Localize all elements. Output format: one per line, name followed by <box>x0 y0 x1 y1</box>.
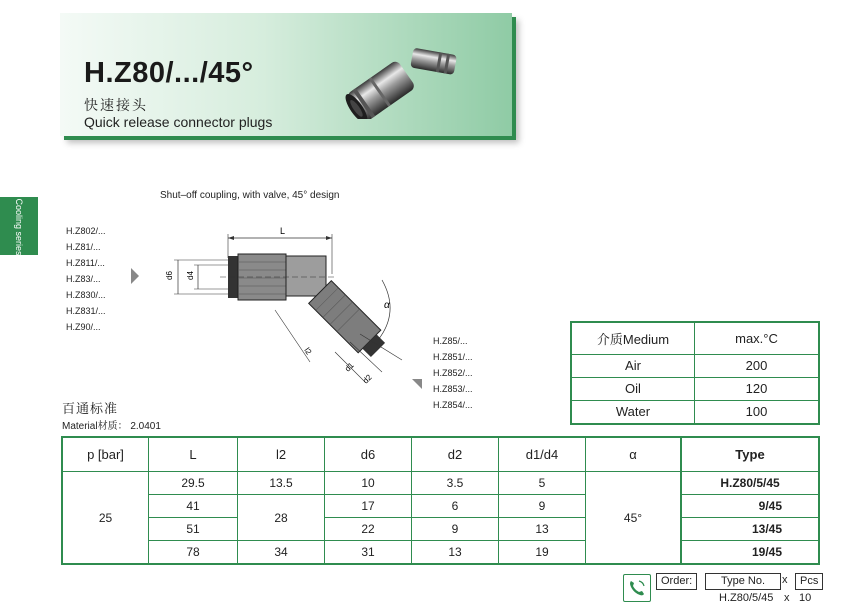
order-label: Order: <box>656 573 697 590</box>
d2-cell: 3.5 <box>412 472 499 495</box>
medium-cell: Oil <box>571 377 695 400</box>
angle-cell: 45° <box>586 472 682 565</box>
left-model-item: H.Z831/... <box>66 306 106 316</box>
order-example-qty: 10 <box>799 592 812 604</box>
dim-alpha: α <box>384 300 390 311</box>
page-title: H.Z80/.../45° <box>84 57 254 89</box>
dim-l2: l2 <box>302 345 314 357</box>
l2-cell: 28 <box>238 495 325 541</box>
side-tab-label: Cooling series <box>14 198 24 256</box>
l2-cell: 13.5 <box>238 472 325 495</box>
col-header: d2 <box>412 437 499 472</box>
product-photo <box>332 29 472 119</box>
d2-cell: 9 <box>412 518 499 541</box>
d1d4-cell: 19 <box>499 541 586 565</box>
technical-drawing <box>120 222 440 392</box>
left-model-item: H.Z811/... <box>66 258 105 268</box>
order-times: x <box>782 574 788 586</box>
header-card <box>60 13 512 136</box>
medium-header: 介质Medium <box>571 322 695 354</box>
left-arrow-icon <box>131 268 139 284</box>
type-cell: 9/45 <box>681 495 819 518</box>
col-header: L <box>149 437 238 472</box>
d6-cell: 31 <box>325 541 412 565</box>
order-example-type: H.Z80/5/45 <box>719 592 774 604</box>
medium-cell: Air <box>571 354 695 377</box>
L-cell: 51 <box>149 518 238 541</box>
left-model-item: H.Z802/... <box>66 226 106 236</box>
d2-cell: 6 <box>412 495 499 518</box>
phone-icon <box>623 574 651 602</box>
temp-cell: 200 <box>695 354 820 377</box>
order-example-times: x <box>784 592 790 604</box>
pcs-box: Pcs <box>795 573 823 590</box>
col-header: p [bar] <box>62 437 149 472</box>
left-model-item: H.Z83/... <box>66 274 101 284</box>
left-model-item: H.Z830/... <box>66 290 106 300</box>
d2-cell: 13 <box>412 541 499 565</box>
L-cell: 29.5 <box>149 472 238 495</box>
left-model-item: H.Z90/... <box>66 322 101 332</box>
right-model-item: H.Z85/... <box>433 336 468 346</box>
dim-d2: d2 <box>361 372 374 386</box>
col-header: Type <box>681 437 819 472</box>
temp-cell: 120 <box>695 377 820 400</box>
table-row <box>62 518 819 541</box>
table-row <box>62 495 819 518</box>
type-no-box: Type No. <box>705 573 781 590</box>
type-cell: 19/45 <box>681 541 819 565</box>
col-header: d6 <box>325 437 412 472</box>
d1d4-cell: 5 <box>499 472 586 495</box>
type-cell: H.Z80/5/45 <box>681 472 819 495</box>
right-model-item: H.Z852/... <box>433 368 473 378</box>
medium-table <box>570 321 820 425</box>
temp-cell: 100 <box>695 400 820 424</box>
page-subtitle-en: Quick release connector plugs <box>84 114 273 130</box>
d1d4-cell: 13 <box>499 518 586 541</box>
right-model-item: H.Z854/... <box>433 400 473 410</box>
left-model-item: H.Z81/... <box>66 242 101 252</box>
type-cell: 13/45 <box>681 518 819 541</box>
col-header: α <box>586 437 682 472</box>
dim-L: L <box>280 226 286 236</box>
data-table <box>61 436 820 565</box>
col-header: d1/d4 <box>499 437 586 472</box>
material-line: Material材质： 2.0401 <box>62 421 161 432</box>
L-cell: 78 <box>149 541 238 565</box>
diagram-caption: Shut–off coupling, with valve, 45° design <box>160 190 340 201</box>
dim-d1: d1 <box>343 360 356 374</box>
d1d4-cell: 9 <box>499 495 586 518</box>
d6-cell: 22 <box>325 518 412 541</box>
l2-cell: 34 <box>238 541 325 565</box>
dim-d6: d6 <box>165 271 174 280</box>
d6-cell: 17 <box>325 495 412 518</box>
table-row <box>62 472 819 495</box>
medium-cell: Water <box>571 400 695 424</box>
dim-d4: d4 <box>186 271 195 280</box>
right-model-item: H.Z853/... <box>433 384 473 394</box>
max-temp-header: max.°C <box>695 322 820 354</box>
page-subtitle-cn: 快速接头 <box>84 97 148 113</box>
d6-cell: 10 <box>325 472 412 495</box>
table-row <box>62 541 819 565</box>
standard-heading: 百通标准 <box>62 401 119 416</box>
pressure-cell: 25 <box>62 472 149 565</box>
L-cell: 41 <box>149 495 238 518</box>
right-model-item: H.Z851/... <box>433 352 473 362</box>
col-header: l2 <box>238 437 325 472</box>
right-arrow-icon <box>412 379 422 389</box>
